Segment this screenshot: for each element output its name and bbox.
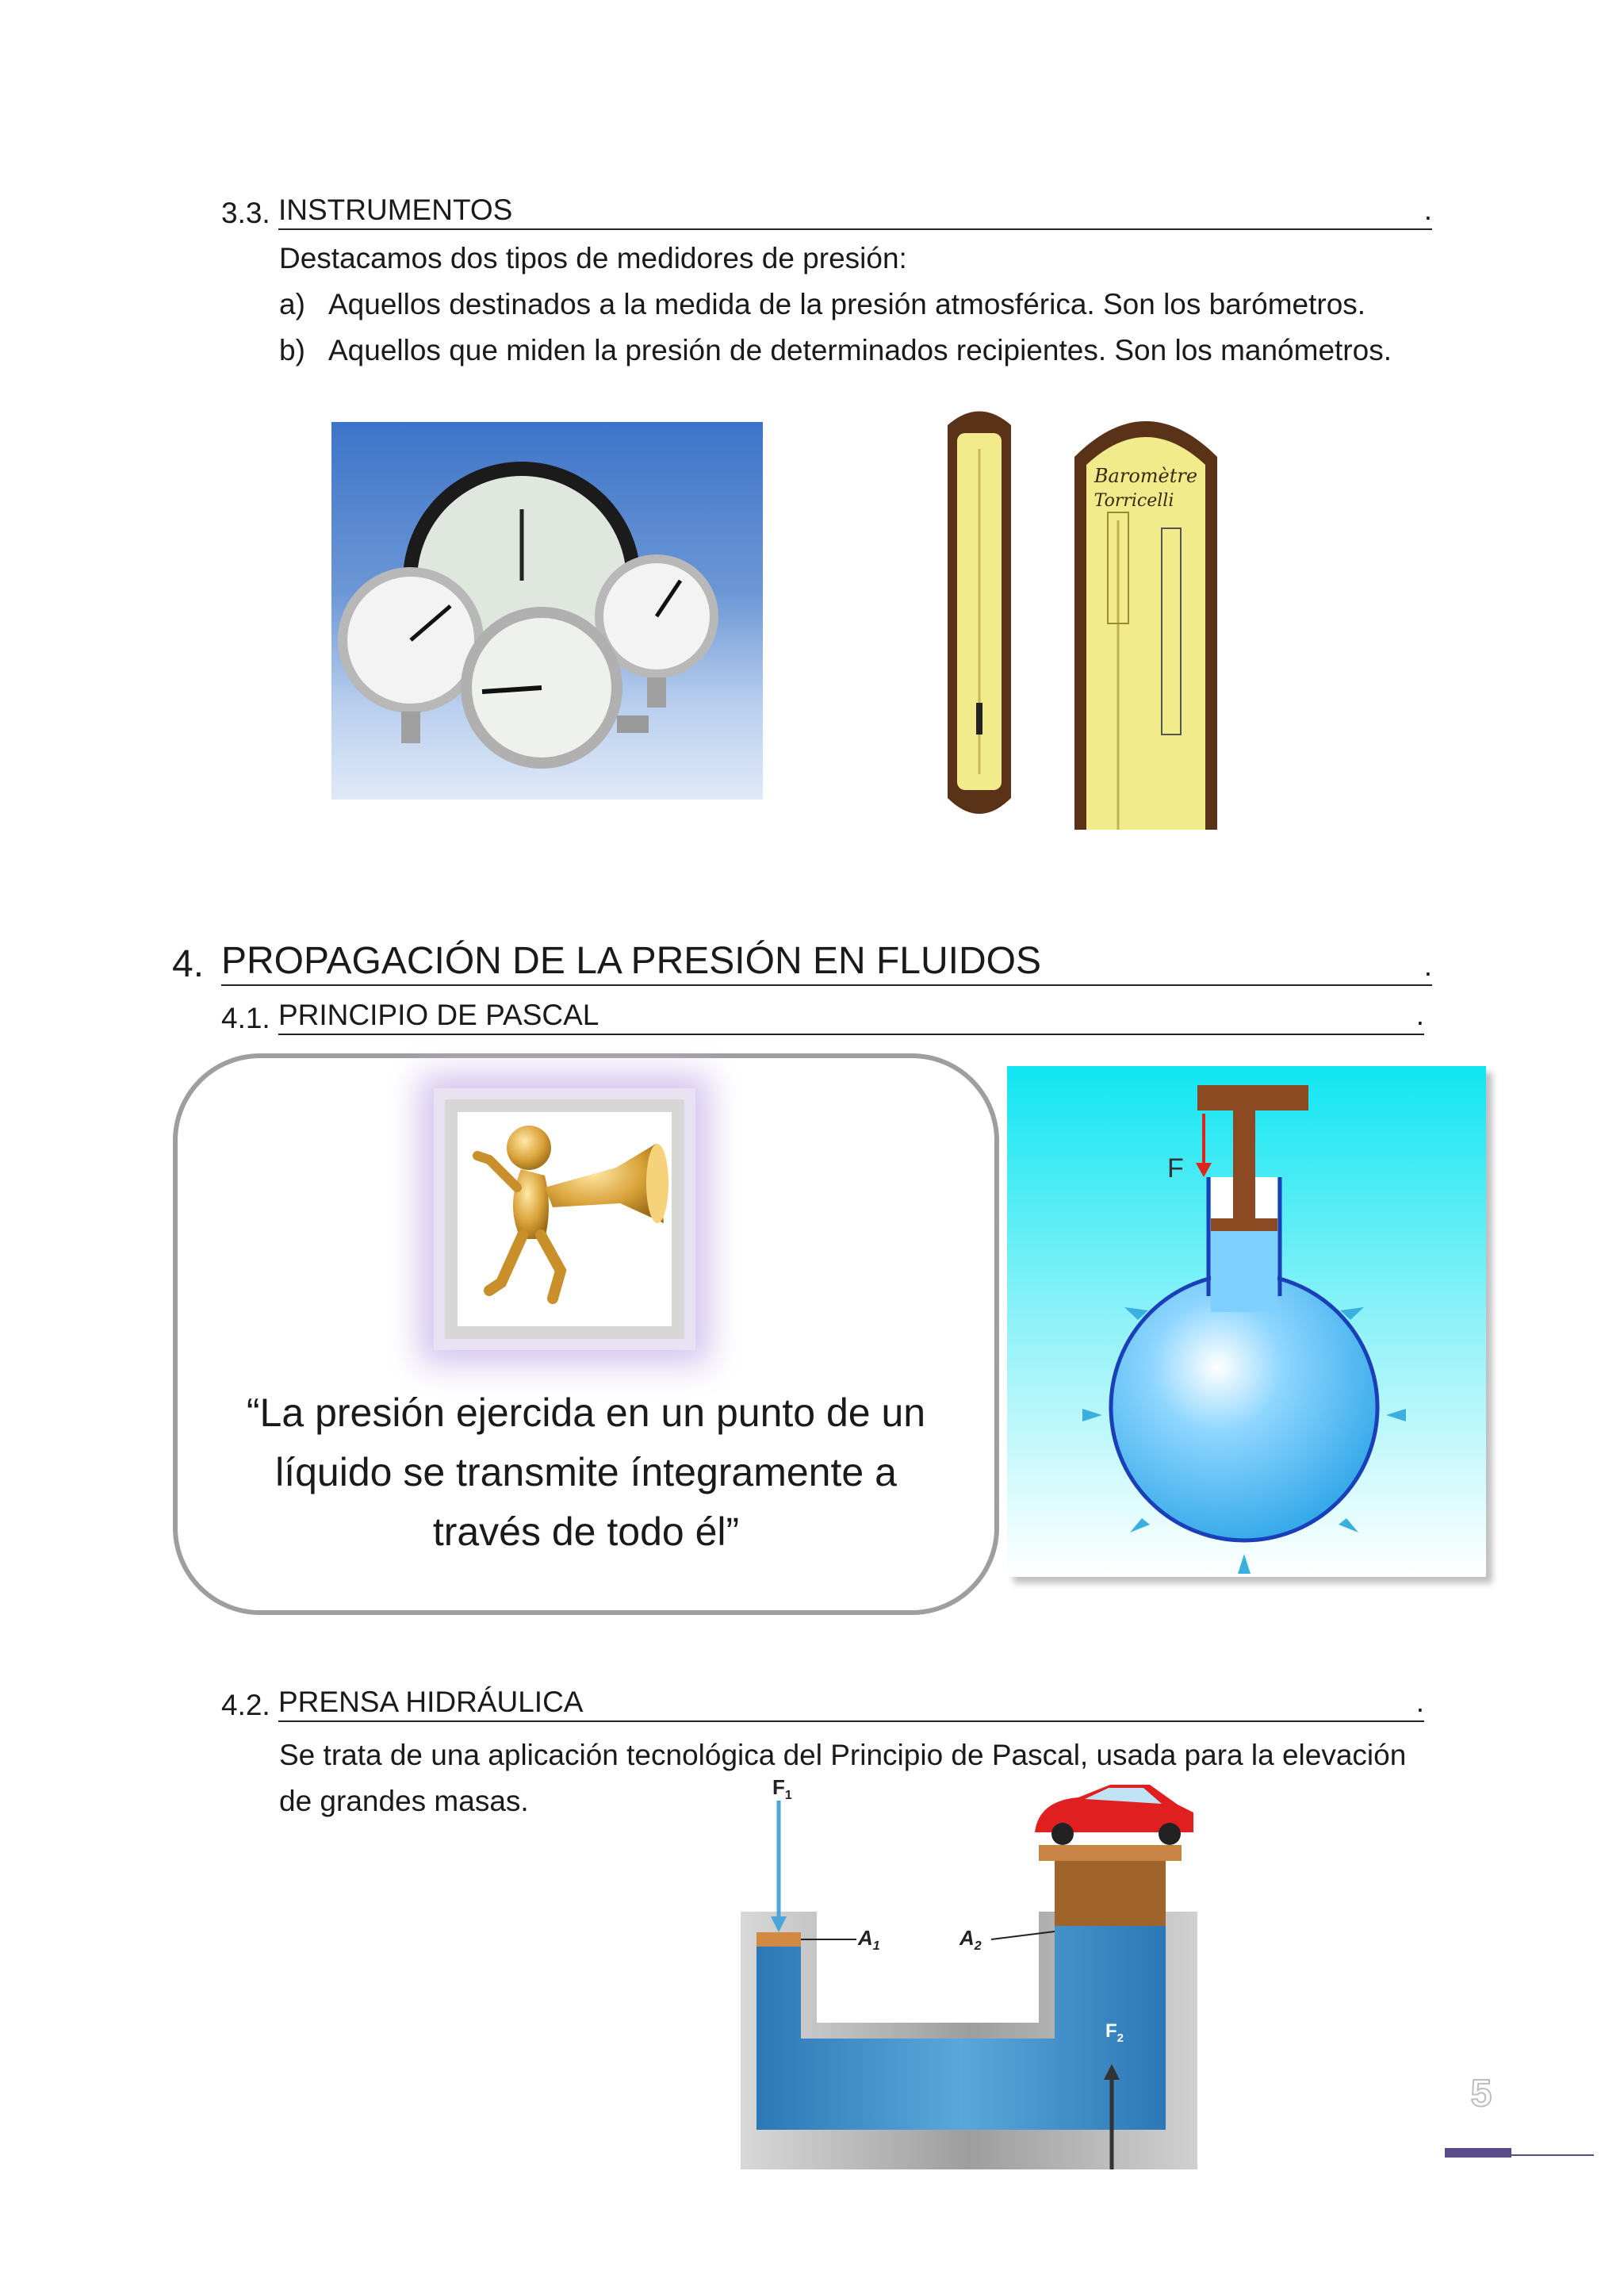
hydraulic-press-diagram [737, 1769, 1197, 2173]
list-item: b) Aquellos que miden la presión de determinados recipientes. Son los manómetros. [279, 333, 1392, 368]
page-number: 5 [1470, 2073, 1492, 2115]
manometers-photo [331, 422, 763, 800]
footer-rule [1511, 2154, 1594, 2156]
force-label: F [1167, 1153, 1184, 1183]
section-title: PROPAGACIÓN DE LA PRESIÓN EN FLUIDOS [221, 940, 1042, 982]
pascal-quote-box [173, 1053, 999, 1615]
section-4-heading: 4. PROPAGACIÓN DE LA PRESIÓN EN FLUIDOS . [172, 940, 1432, 985]
list-marker: b) [279, 334, 305, 366]
car-icon [1035, 1785, 1193, 1845]
pascal-quote: “La presión ejercida en un punto de un líquido se transmite íntegramente a través de todo él” [246, 1390, 926, 1554]
barometers-photo [940, 401, 1289, 830]
f2-label: $F_2$ [1105, 2020, 1124, 2045]
section-4-2-paragraph: Se trata de una aplicación tecnológica del Principio de Pascal, usada para la elevación de grandes masas. [279, 1739, 1407, 1817]
barometer-plate-line1: Baromètre [1094, 465, 1198, 487]
pascal-principle-diagram [1007, 1066, 1486, 1577]
section-title: INSTRUMENTOS [278, 194, 513, 226]
f1-label: $F_1$ [772, 1775, 792, 1802]
section-title: PRINCIPIO DE PASCAL [278, 999, 599, 1031]
a1-label: $A_1$ [858, 1926, 880, 1953]
section-number: 4.2. [221, 1689, 270, 1721]
section-4-2-heading: 4.2. PRENSA HIDRÁULICA . [221, 1686, 1424, 1721]
footer-accent-bar [1445, 2148, 1511, 2158]
section-3-3-intro: Destacamos dos tipos de medidores de presión: [279, 242, 907, 274]
section-number: 4.1. [221, 1002, 270, 1034]
section-number: 3.3. [221, 197, 270, 229]
barometer-plate-line2: Torricelli [1094, 491, 1174, 511]
section-4-1-heading: 4.1. PRINCIPIO DE PASCAL . [221, 999, 1424, 1034]
a2-label: $A_2$ [959, 1926, 982, 1953]
megaphone-figure-image [434, 1088, 695, 1350]
section-3-3-heading: 3.3. INSTRUMENTOS . [221, 194, 1432, 229]
section-title: PRENSA HIDRÁULICA [278, 1686, 584, 1718]
list-item: a) Aquellos destinados a la medida de la presión atmosférica. Son los barómetros. [279, 287, 1365, 322]
section-number: 4. [172, 943, 205, 985]
list-marker: a) [279, 288, 305, 320]
